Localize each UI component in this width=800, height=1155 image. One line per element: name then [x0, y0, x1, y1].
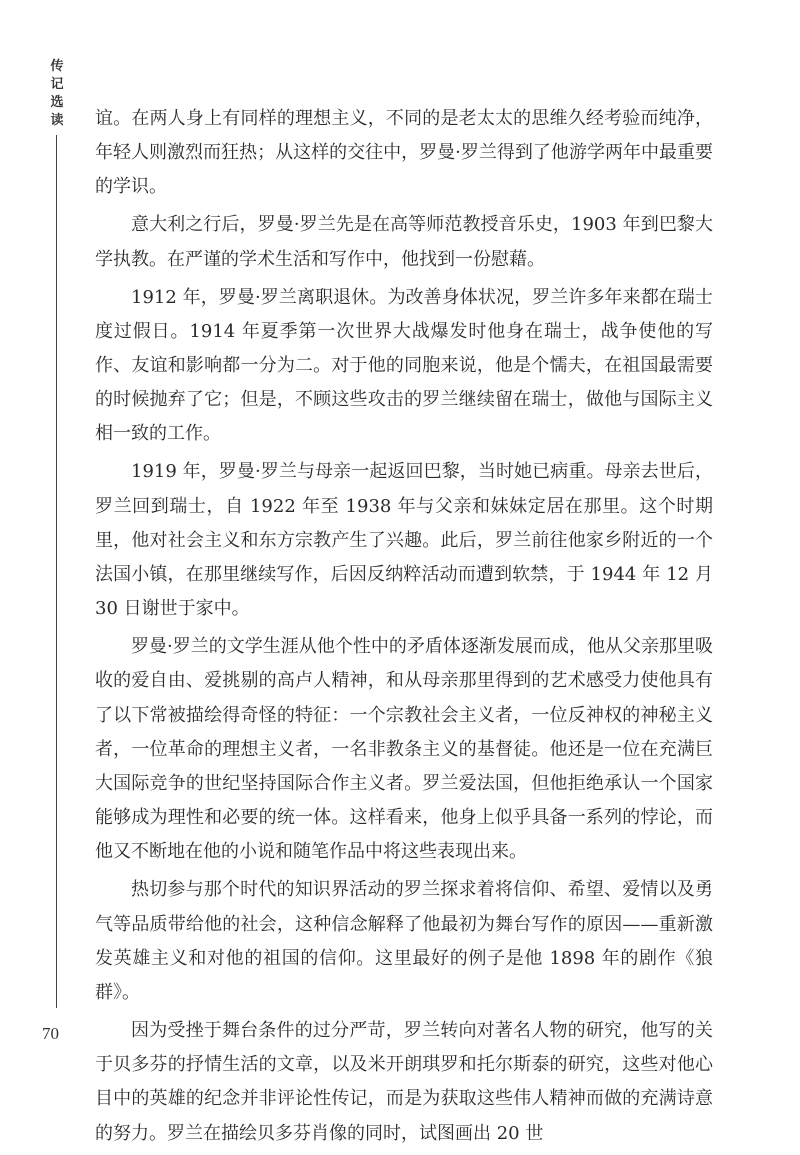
paragraph: 因为受挫于舞台条件的过分严苛，罗兰转向对著名人物的研究，他写的关于贝多芬的抒情生活的文章，以及米开朗琪罗和托尔斯泰的研究，这些对他心目中的英雄的纪念并非评论性传记，而是为获取这些伟人精神而做的充满诗意的努力。罗兰在描绘贝多芬肖像的同时，试图画出 20 世	[95, 1020, 713, 1144]
paragraph: 意大利之行后，罗曼·罗兰先是在高等师范教授音乐史，1903 年到巴黎大学执教。在严谨的学术生活和写作中，他找到一份慰藉。	[95, 214, 713, 270]
margin-rule	[56, 135, 57, 1008]
paragraph: 1912 年，罗曼·罗兰离职退休。为改善身体状况，罗兰许多年来都在瑞士度过假日。1914 年夏季第一次世界大战爆发时他身在瑞士，战争使他的写作、友谊和影响都一分为二。对于他的同胞来说，他是个懦夫，在祖国最需要的时候抛弃了它；但是，不顾这些攻击的罗兰继续留在瑞士，做他与国际主义相一致的工作。	[95, 286, 713, 445]
page-number: 70	[42, 1024, 59, 1043]
body-text	[95, 102, 713, 1155]
section-title-char: 读	[50, 113, 64, 128]
paragraph: 罗曼·罗兰的文学生涯从他个性中的矛盾体逐渐发展而成，他从父亲那里吸收的爱自由、爱挑剔的高卢人精神，和从母亲那里得到的艺术感受力使他具有了以下常被描绘得奇怪的特征：一个宗教社会主义者，一位反神权的神秘主义者，一位革命的理想主义者，一名非教条主义的基督徒。他还是一位在充满巨大国际竞争的世纪坚持国际合作主义者。罗兰爱法国，但他拒绝承认一个国家能够成为理性和必要的统一体。这样看来，他身上似乎具备一系列的悖论，而他又不断地在他的小说和随笔作品中将这些表现出来。	[95, 636, 713, 863]
paragraph: 谊。在两人身上有同样的理想主义，不同的是老太太的思维久经考验而纯净，年轻人则激烈而狂热；从这样的交往中，罗曼·罗兰得到了他游学两年中最重要的学识。	[95, 108, 713, 198]
section-title-char: 记	[50, 77, 64, 92]
paragraph: 1919 年，罗曼·罗兰与母亲一起返回巴黎，当时她已病重。母亲去世后，罗兰回到瑞士，自 1922 年至 1938 年与父亲和妹妹定居在那里。这个时期里，他对社会主义和东方宗教产生了兴趣。此后，罗兰前往他家乡附近的一个法国小镇，在那里继续写作，后因反纳粹活动而遭到软禁，于 1944 年 12 月 30 日谢世于家中。	[95, 461, 713, 620]
running-header-section-title	[48, 58, 66, 130]
section-title-char: 选	[50, 95, 64, 110]
section-title-char: 传	[50, 59, 64, 74]
paragraph: 热切参与那个时代的知识界活动的罗兰探求着将信仰、希望、爱情以及勇气等品质带给他的社会，这种信念解释了他最初为舞台写作的原因——重新激发英雄主义和对他的祖国的信仰。这里最好的例子是他 1898 年的剧作《狼群》。	[95, 879, 713, 1004]
